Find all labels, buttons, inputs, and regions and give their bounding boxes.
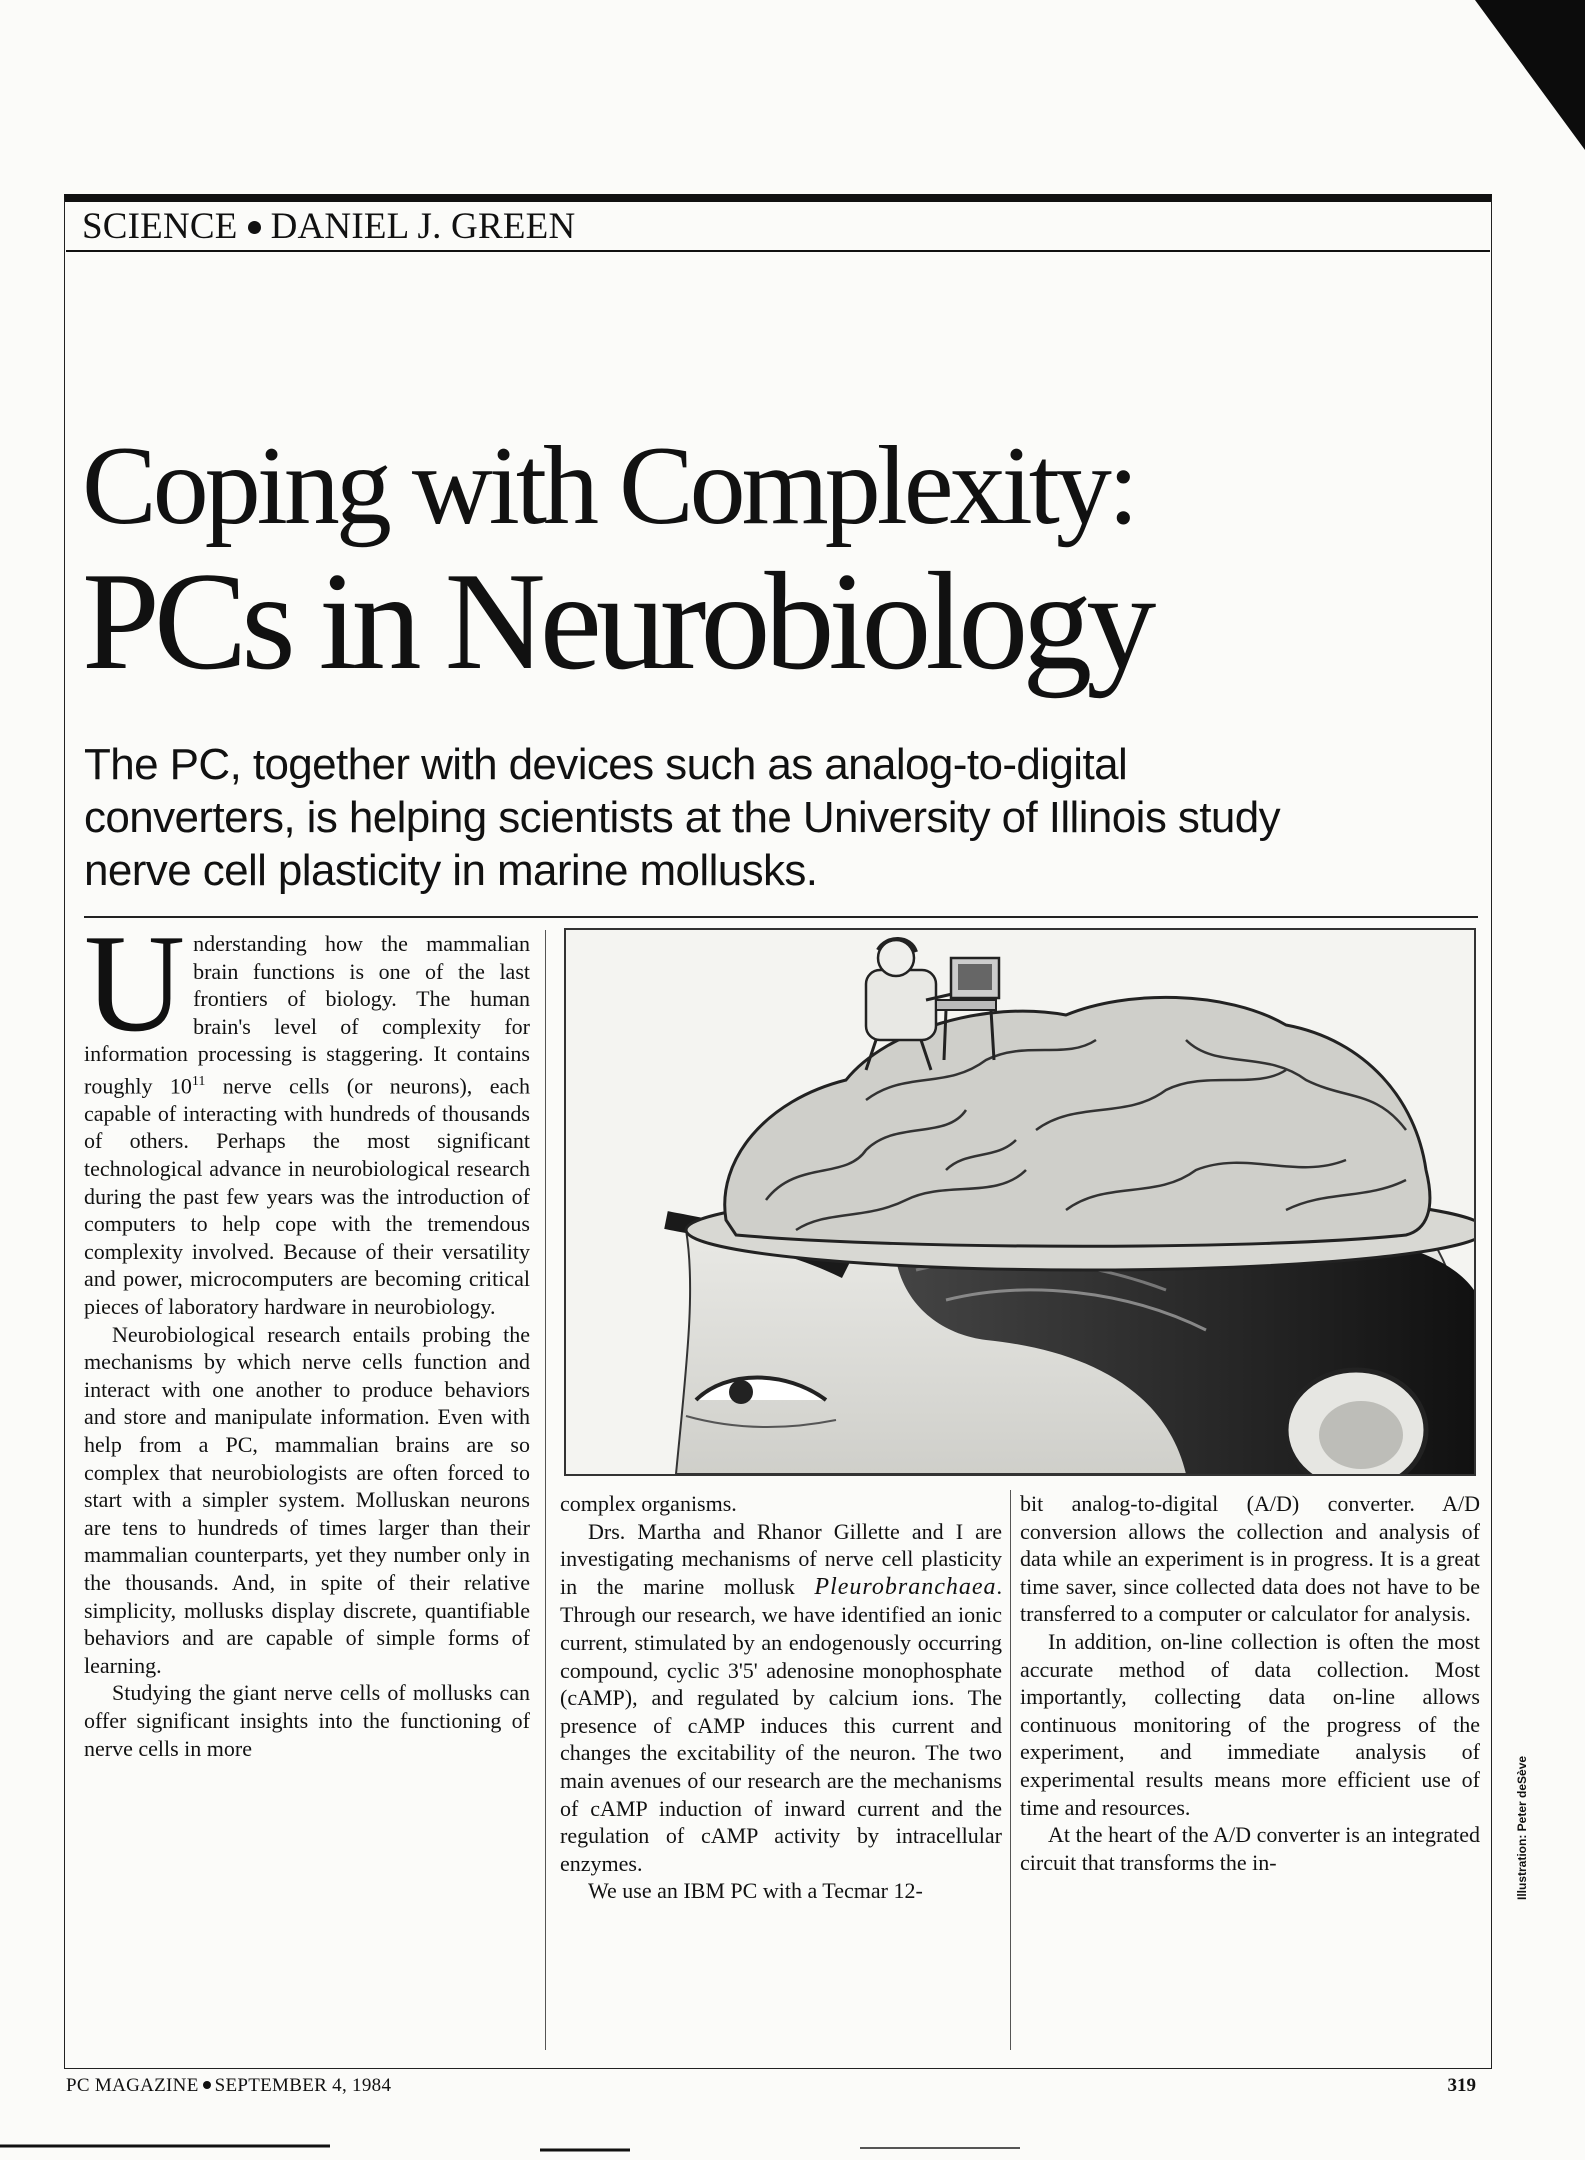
paragraph: complex organisms. (560, 1491, 737, 1516)
column-2 (560, 1490, 1002, 1905)
text-run: nerve cells (or neurons), each capable of interacting with hundreds of thousands of others. Perhaps the most significant technological advance in neurobiological research during the past few years was the introduction of computers to help cope with the tremendous complexity involved. Because of their versatility and power, microcomputers are becoming critical pieces of laboratory hardware in neurobiology. (84, 1073, 530, 1320)
paragraph: bit analog-to-digital (A/D) converter. A/D conversion allows the collection and analysis of data while an experiment is in progress. It is a great time saver, since collected data does not have to be transferred to a computer or calculator for analysis. (1020, 1491, 1480, 1627)
paragraph: Studying the giant nerve cells of mollusks can offer significant insights into the functioning of nerve cells in more (84, 1680, 530, 1761)
brain-illustration (564, 928, 1476, 1476)
illustration-credit: Illustration: Peter deSève (1515, 1755, 1529, 1900)
footer-publication (66, 2075, 391, 2097)
page-number: 319 (1447, 2075, 1476, 2096)
bullet-icon (248, 221, 261, 234)
paragraph (84, 906, 530, 1321)
superscript: 11 (191, 1073, 206, 1089)
scan-edge-lines (0, 2140, 1585, 2160)
brain-illustration-svg (566, 930, 1474, 1474)
column-1 (84, 906, 530, 1762)
page-corner-mark (1475, 0, 1585, 150)
text-run: nderstanding how the mammalian brain functions is one of the last frontiers of biology. The human brain's level of complexity for information processing is staggering. It contains roughly 10 (84, 931, 530, 1099)
paragraph (560, 1518, 1002, 1878)
bullet-icon (203, 2081, 211, 2089)
column-divider (545, 930, 546, 2050)
issue-date: SEPTEMBER 4, 1984 (214, 2075, 392, 2096)
author-name: DANIEL J. GREEN (270, 206, 576, 247)
paragraph: We use an IBM PC with a Tecmar 12- (588, 1878, 923, 1904)
publication-name: PC MAGAZINE (66, 2075, 199, 2096)
column-3 (1020, 1490, 1480, 1876)
paragraph: In addition, on-line collection is often the most accurate method of data collection. Most importantly, collecting data on-line allows continuous monitoring of the progress of the experiment, and immediate analysis of experimental results means more efficient use of time and resources. (1020, 1628, 1480, 1820)
column-divider (1010, 1490, 1011, 2050)
section-label: SCIENCE (82, 206, 238, 247)
species-name: Pleurobranchaea (814, 1573, 997, 1600)
paragraph: Neurobiological research entails probing the mechanisms by which nerve cells function and interact with one another to produce behaviors and store and manipulate information. Even with help from a PC, mammalian brains are so complex that neurobiologists are often forced to start with a simpler system. Molluskan neurons are tens to hundreds of times larger than their mammalian counterparts, yet they number only in the thousands. And, in spite of their relative simplicity, mollusks display discrete, quantifiable behaviors and are capable of simple forms of learning. (84, 1321, 530, 1678)
drop-cap: U (84, 906, 186, 1061)
headline-line-2: PCs in Neurobiology (82, 544, 1151, 699)
section-byline (66, 204, 1490, 252)
headline-line-1: Coping with Complexity: (82, 424, 1135, 548)
paragraph: At the heart of the A/D converter is an integrated circuit that transforms the in- (1020, 1822, 1480, 1875)
article-dek: The PC, together with devices such as analog-to-digital converters, is helping scientists at the University of Illinois study nerve cell plasticity in marine mollusks. (84, 740, 1281, 895)
dek-rule (84, 916, 1478, 918)
text-run: . Through our research, we have identified an ionic current, stimulated by an endogenously occurring compound, cyclic 3'5' adenosine monophosphate (cAMP), and regulated by calcium ions. The presence of cAMP induces this current and changes the excitability of the neuron. The two main avenues of our research are the mechanisms of cAMP induction of inward current and the regulation of cAMP activity by intracellular enzymes. (560, 1573, 1002, 1876)
text-run: Drs. Martha and Rhanor Gillette and I are investigating mechanisms of nerve cell plasticity in the marine mollusk (560, 1518, 1002, 1599)
